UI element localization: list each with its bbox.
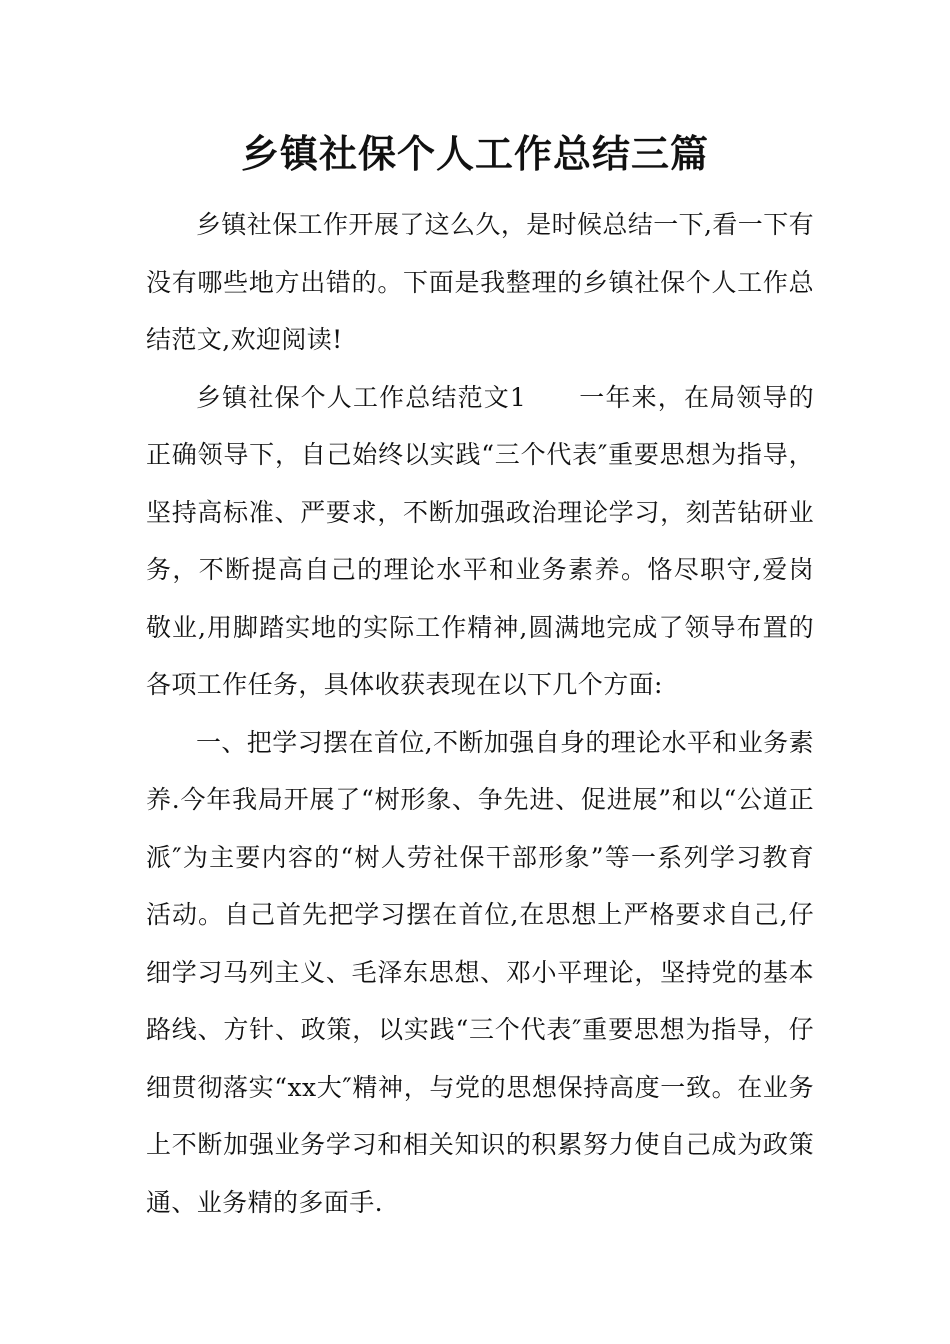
section-1-paragraph: 一、把学习摆在首位,不断加强自身的理论水平和业务素养.今年我局开展了“树形象、争先进、促进展”和以“公道正派″为主要内容的“树人劳社保干部形象”等一系列学习教育活动。自己首先把学习摆在首位,在思想上严格要求自己,仔细学习马列主义、毛泽东思想、邓小平理论，坚持党的基本路线、方针、政策，以实践“三个代表″重要思想为指导，仔细贯彻落实“xx大″精神，与党的思想保持高度一致。在业务上不断加强业务学习和相关知识的积累努力使自己成为政策通、业务精的多面手. bbox=[146, 727, 814, 1217]
intro-paragraph: 乡镇社保工作开展了这么久，是时候总结一下,看一下有没有哪些地方出错的。下面是我整理的乡镇社保个人工作总结范文,欢迎阅读! bbox=[146, 210, 814, 354]
document-body bbox=[146, 196, 814, 1231]
sample-1-paragraph: 乡镇社保个人工作总结范文1 一年来，在局领导的正确领导下，自己始终以实践“三个代表″重要思想为指导，坚持高标准、严要求，不断加强政治理论学习，刻苦钻研业务，不断提高自己的理论水平和业务素养。恪尽职守,爱岗敬业,用脚踏实地的实际工作精神,圆满地完成了领导布置的各项工作任务，具体收获表现在以下几个方面: bbox=[146, 382, 814, 699]
document-title: 乡镇社保个人工作总结三篇 bbox=[240, 132, 709, 176]
